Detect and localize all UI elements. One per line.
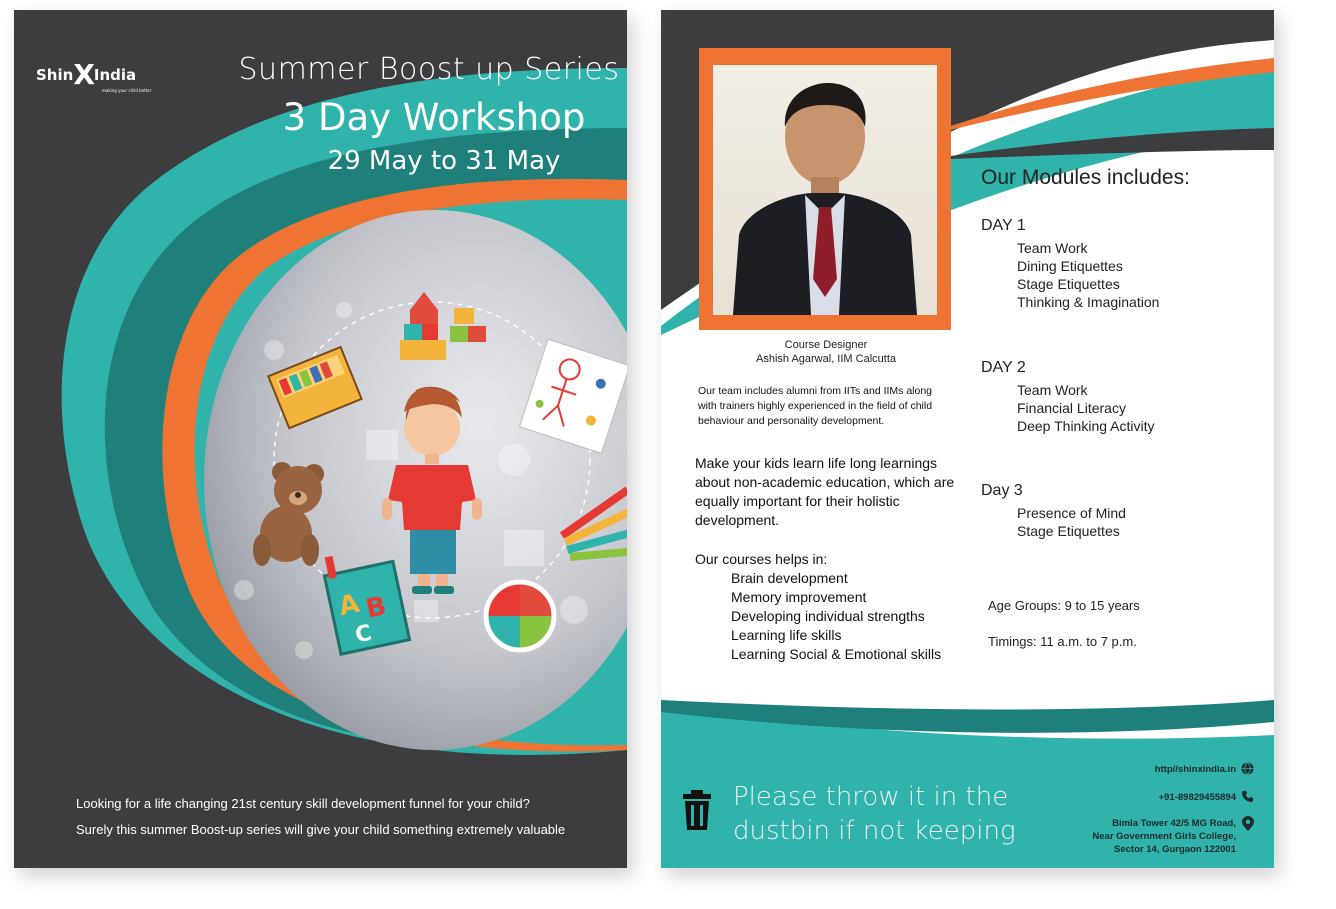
shinxindia-logo (36, 58, 152, 93)
svg-text:C: C (353, 620, 375, 649)
logo-text-shin: Shin (36, 66, 74, 84)
phone-icon (1241, 790, 1254, 803)
module-item: Stage Etiquettes (1017, 523, 1120, 539)
workshop-dates: 29 May to 31 May (327, 146, 561, 176)
workshop-title: 3 Day Workshop (282, 96, 586, 139)
back-flyer-page (661, 10, 1274, 868)
day-1-label: DAY 1 (981, 217, 1026, 234)
module-item: Financial Literacy (1017, 400, 1126, 416)
help-item: Developing individual strengths (731, 608, 925, 624)
address-line: Near Government Girls College, (1092, 831, 1236, 842)
module-item: Team Work (1017, 382, 1088, 398)
help-item: Brain development (731, 570, 848, 586)
kids-learning-text: Make your kids learn life long learnings about non-academic education, which are equally important for their holistic development. (695, 455, 955, 528)
dustbin-message-line-2: dustbin if not keeping (733, 816, 1016, 846)
front-footer-line-2: Surely this summer Boost-up series will give your child something extremely valuable (76, 822, 566, 837)
day-2-module (981, 359, 1154, 435)
help-item: Memory improvement (731, 589, 867, 605)
help-item: Learning Social & Emotional skills (731, 646, 942, 662)
day-3-module (981, 482, 1126, 540)
address-line: Sector 14, Gurgaon 122001 (1114, 844, 1236, 855)
courses-help-section (695, 550, 941, 664)
svg-text:A: A (336, 588, 363, 623)
timings: Timings: 11 a.m. to 7 p.m. (988, 634, 1137, 649)
logo-text-x: X (73, 58, 94, 91)
module-item: Deep Thinking Activity (1017, 418, 1155, 434)
svg-text:B: B (363, 591, 389, 625)
modules-title: Our Modules includes: (981, 166, 1190, 189)
module-item: Presence of Mind (1017, 505, 1126, 521)
globe-icon (1241, 762, 1254, 775)
location-pin-icon (1242, 816, 1254, 831)
phone-number[interactable]: +91-89829455894 (1158, 792, 1236, 803)
module-item: Thinking & Imagination (1017, 294, 1160, 310)
ball-illustration (486, 582, 554, 650)
dustbin-message (733, 780, 1016, 848)
series-title: Summer Boost up Series (238, 52, 620, 87)
courses-help-title: Our courses helps in: (695, 551, 828, 567)
address-block (1092, 817, 1236, 856)
front-footer-line-1: Looking for a life changing 21st century skill development funnel for your child? (76, 796, 530, 811)
help-item: Learning life skills (731, 627, 842, 643)
course-designer-name: Ashish Agarwal, IIM Calcutta (755, 353, 896, 365)
day-1-module (981, 217, 1159, 311)
dustbin-message-line-1: Please throw it in the (733, 782, 1009, 812)
front-flyer-page (14, 10, 627, 868)
course-designer-photo-frame (699, 48, 951, 330)
day-2-label: DAY 2 (981, 359, 1026, 376)
course-designer-role: Course Designer (784, 339, 868, 351)
day-3-label: Day 3 (981, 482, 1023, 499)
logo-text-india: India (93, 66, 137, 84)
address-line: Bimla Tower 42/5 MG Road, (1112, 818, 1236, 829)
dustbin-icon (681, 790, 713, 830)
module-item: Team Work (1017, 240, 1088, 256)
course-designer-photo (713, 65, 937, 315)
website-link[interactable]: http//shinxindia.in (1154, 764, 1236, 775)
module-item: Dining Etiquettes (1017, 258, 1123, 274)
module-item: Stage Etiquettes (1017, 276, 1120, 292)
team-description: Our team includes alumni from IITs and IIMs along with trainers highly experienced in the field of child behaviour and personality development. (698, 385, 933, 427)
logo-tagline: making your child better (102, 88, 152, 93)
course-designer-credit (701, 338, 951, 366)
age-groups: Age Groups: 9 to 15 years (988, 598, 1140, 613)
